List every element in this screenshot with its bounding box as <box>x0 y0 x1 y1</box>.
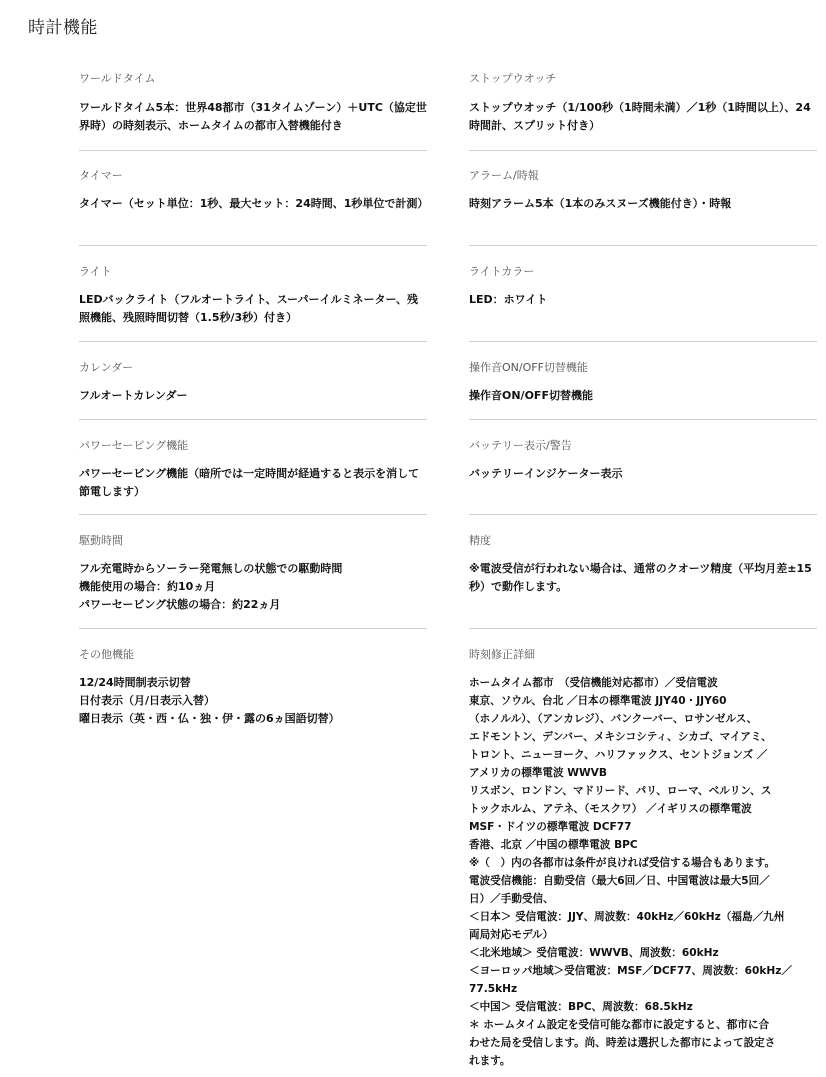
spec-label: 駆動時間 <box>79 534 123 547</box>
spec-value-line: ワールドタイム5本：世界48都市（31タイムゾーン）＋UTC（協定世界時）の時刻表示、ホームタイムの都市入替機能付き <box>79 101 427 132</box>
spec-value-line: リスボン、ロンドン、マドリード、パリ、ローマ、ベルリン、ス <box>469 785 772 797</box>
spec-label: 時刻修正詳細 <box>469 648 535 661</box>
spec-value <box>79 560 427 614</box>
spec-value <box>469 674 821 1070</box>
spec-value-line: （ホノルル）、（アンカレジ）、バンクーバー、ロサンゼルス、 <box>469 713 758 725</box>
spec-value <box>79 99 427 135</box>
spec-value-line: タイマー（セット単位：1秒、最大セット：24時間、1秒単位で計測） <box>79 197 429 210</box>
spec-value-line: ＊ ホームタイム設定を受信可能な都市に設定すると、都市に合 <box>469 1019 770 1031</box>
spec-value-line: ＜日本＞ 受信電波：JJY、周波数：40kHz／60kHz（福島／九州 <box>469 911 785 923</box>
spec-label: カレンダー <box>79 361 134 374</box>
spec-value-line: 曜日表示（英・西・仏・独・伊・露の6ヵ国語切替） <box>79 712 340 725</box>
spec-value-line: ＜ヨーロッパ地域＞受信電波：MSF／DCF77、周波数：60kHz／ <box>469 965 793 977</box>
spec-value-line: 77.5kHz <box>469 983 518 995</box>
spec-value <box>469 291 821 309</box>
spec-label: バッテリー表示/警告 <box>469 439 572 452</box>
spec-label: 精度 <box>469 534 491 547</box>
spec-value-line: エドモントン、デンバー、メキシコシティ、シカゴ、マイアミ、 <box>469 731 772 743</box>
spec-value-line: アメリカの標準電波 WWVB <box>469 767 607 779</box>
spec-value-line: ＜中国＞ 受信電波：BPC、周波数：68.5kHz <box>469 1001 693 1013</box>
spec-value-line: フル充電時からソーラー発電無しの状態での駆動時間 <box>79 562 343 575</box>
spec-value-line: 時刻アラーム5本（1本のみスヌーズ機能付き）・時報 <box>469 197 732 210</box>
spec-label: ライト <box>79 265 112 278</box>
spec-value <box>469 560 821 596</box>
spec-value-line: フルオートカレンダー <box>79 389 188 402</box>
spec-label: ワールドタイム <box>79 72 156 85</box>
spec-value-line: 両局対応モデル） <box>469 929 554 941</box>
spec-light <box>79 246 427 342</box>
spec-value-line: トロント、ニューヨーク、ハリファックス、セントジョンズ ／ <box>469 749 768 761</box>
spec-value-line: 機能使用の場合：約10ヵ月 <box>79 580 216 593</box>
spec-value-line: パワーセービング状態の場合：約22ヵ月 <box>79 598 281 611</box>
spec-operating-time <box>79 515 427 629</box>
spec-world-time <box>79 58 427 151</box>
spec-value-line: わせた局を受信します。尚、時差は選択した都市によって設定さ <box>469 1037 776 1049</box>
spec-label: ライトカラー <box>469 265 535 278</box>
spec-value-line: れます。 <box>469 1055 511 1067</box>
spec-label: 操作音ON/OFF切替機能 <box>469 361 588 374</box>
spec-value-line: 香港、北京 ／中国の標準電波 BPC <box>469 839 638 851</box>
spec-value-line: パワーセービング機能（暗所では一定時間が経過すると表示を消して節電します） <box>79 467 420 498</box>
spec-light-color <box>469 246 817 342</box>
spec-timer <box>79 151 427 246</box>
spec-battery <box>469 420 817 515</box>
spec-value-line: ストップウオッチ（1/100秒（1時間未満）／1秒（1時間以上）、24時間計、スプリット付き） <box>469 101 811 132</box>
spec-time-correction <box>469 629 821 1075</box>
spec-value <box>79 195 427 213</box>
spec-label: パワーセービング機能 <box>79 439 189 452</box>
spec-value-line: トックホルム、アテネ、（モスクワ） ／イギリスの標準電波 <box>469 803 752 815</box>
spec-operation-sound <box>469 342 817 420</box>
spec-label: アラーム/時報 <box>469 169 539 182</box>
spec-value <box>79 674 427 728</box>
spec-value-line: LED：ホワイト <box>469 293 548 306</box>
spec-value-line: ＜北米地域＞ 受信電波：WWVB、周波数：60kHz <box>469 947 719 959</box>
spec-value-line: MSF・ドイツの標準電波 DCF77 <box>469 821 632 833</box>
page-title: 時計機能 <box>28 18 98 38</box>
spec-value-line: バッテリーインジケーター表示 <box>469 467 623 480</box>
spec-value-line: 東京、ソウル、台北 ／日本の標準電波 JJY40・JJY60 <box>469 695 727 707</box>
spec-value-line: ホームタイム都市 （受信機能対応都市）／受信電波 <box>469 677 718 689</box>
spec-label: その他機能 <box>79 648 134 661</box>
spec-calendar <box>79 342 427 420</box>
spec-value-line: 電波受信機能：自動受信（最大6回／日、中国電波は最大5回／ <box>469 875 770 887</box>
spec-other-functions <box>79 629 427 749</box>
spec-value <box>469 195 821 213</box>
spec-value <box>79 465 427 501</box>
spec-value-line: 操作音ON/OFF切替機能 <box>469 389 593 402</box>
spec-label: タイマー <box>79 169 123 182</box>
spec-value <box>79 387 427 405</box>
spec-value <box>469 99 821 135</box>
spec-label: ストップウオッチ <box>469 72 557 85</box>
spec-value <box>79 291 427 327</box>
spec-accuracy <box>469 515 817 629</box>
spec-value-line: 日付表示（月/日表示入替） <box>79 694 216 707</box>
spec-value-line: ※電波受信が行われない場合は、通常のクオーツ精度（平均月差±15秒）で動作します。 <box>469 562 812 593</box>
spec-value-line: ※（ ）内の各都市は条件が良ければ受信する場合もあります。 <box>469 857 776 869</box>
spec-value <box>469 465 821 483</box>
spec-value-line: LEDバックライト（フルオートライト、スーパーイルミネーター、残照機能、残照時間切替（1.5秒/3秒）付き） <box>79 293 419 324</box>
spec-value <box>469 387 821 405</box>
spec-power-saving <box>79 420 427 515</box>
spec-alarm <box>469 151 817 246</box>
spec-value-line: 日）／手動受信、 <box>469 893 554 905</box>
spec-value-line: 12/24時間制表示切替 <box>79 676 191 689</box>
spec-stopwatch <box>469 58 817 151</box>
